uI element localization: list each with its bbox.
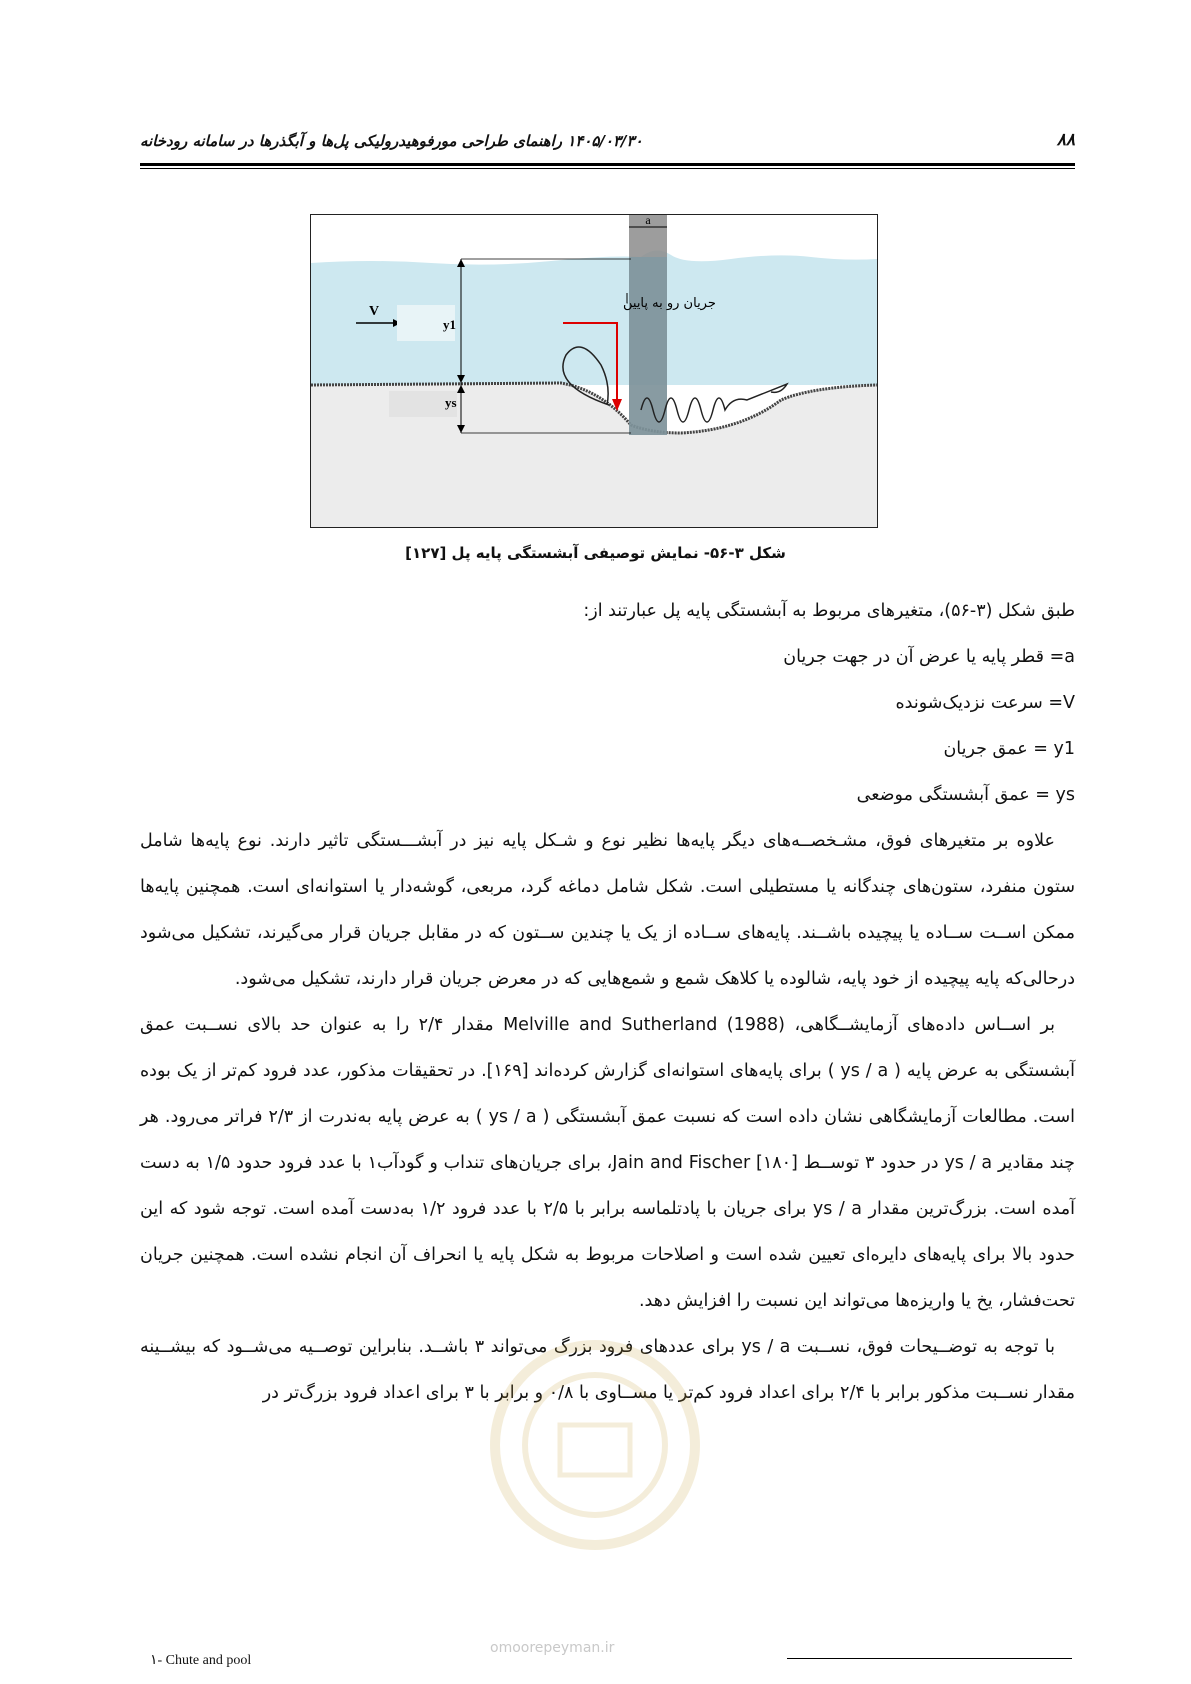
paragraph-experiments: بر اســاس داده‌های آزمایشــگاهی، Melville and Sutherland (1988) مقدار ۲/۴ را به عنوان حد بالای نســبت عمق آبشستگی به عرض پایه ( ys / a ) برای پایه‌های استوانه‌ای گزارش کرده‌اند [۱۶۹]. در تحقیقات مذکور، عدد فرود کم‌تر از یک بوده است. مطالعات آزمایشگاهی نشان داده است که نسبت عمق آبشستگی ( ys / a ) به عرض پایه به‌ندرت از ۲/۳ فراتر می‌رود. هر چند مقادیر ys / a در حدود ۳ توســط Jain and Fischer [۱۸۰]، برای جریان‌های تنداب و گودآب۱ با عدد فرود حدود ۱/۵ به دست آمده است. بزرگ‌ترین مقدار ys / a برای جریان با پادتلماسه برابر با ۲/۵ با عدد فرود ۱/۲ به‌دست آمده است. توجه شود که این حدود بالا برای پایه‌های دایره‌ای تعیین شده است و اصلاحات مربوط به شکل پایه یا انحراف آن انجام نشده است. همچنین جریان تحت‌فشار، یخ یا واریزه‌ها می‌تواند این نسبت را افزایش دهد.	[140, 1015, 1076, 1311]
variable-v: V= سرعت نزدیک‌شونده	[895, 693, 1075, 713]
header-rule-thin	[140, 168, 1075, 169]
body-text	[140, 588, 1075, 1416]
watermark-logo	[480, 1330, 710, 1560]
footnote: ۱- Chute and pool	[150, 1653, 252, 1668]
label-v: V	[369, 304, 380, 319]
pier-scour-figure	[310, 214, 878, 528]
label-a: a	[645, 215, 651, 227]
intro-paragraph: طبق شکل (۳-۵۶)، متغیرهای مربوط به آبشستگی پایه پل عبارتند از:	[583, 601, 1075, 621]
paragraph-recommendation: با توجه به توضــیحات فوق، نســبت ys / a برای عددهای فرود بزرگ می‌تواند ۳ باشــد. بنابراین توصــیه می‌شــود که بیشــینه مقدار نســبت مذکور برابر با ۲/۴ برای اعداد فرود کم‌تر یا مســاوی با ۰/۸ و برابر با ۳ برای اعداد فرود بزرگ‌تر در	[140, 1337, 1075, 1403]
header-rule	[140, 163, 1075, 166]
variable-a: a= قطر پایه یا عرض آن در جهت جریان	[783, 647, 1075, 667]
label-downflow: جریان رو به پایین	[623, 296, 716, 311]
watermark-site: omoorepeyman.ir	[490, 1640, 615, 1656]
variable-y1: y1 = عمق جریان	[943, 739, 1075, 759]
label-y1: y1	[443, 317, 456, 332]
variable-ys: ys = عمق آبشستگی موضعی	[856, 785, 1075, 805]
pier-scour-diagram	[311, 215, 877, 527]
figure-caption: شکل ۳-۵۶- نمایش توصیفی آبشستگی پایه پل [۱۲۷]	[405, 544, 786, 562]
paragraph-pier-types: علاوه بر متغیرهای فوق، مشـخصــه‌های دیگر پایه‌ها نظیر نوع و شـکل پایه نیز در آبشـــستگی تاثیر دارند. نوع پایه‌ها شامل ستون منفرد، ستون‌های چندگانه یا مستطیلی است. شکل شامل دماغه گرد، مربعی، گوشه‌دار یا استوانه‌ای است. همچنین پایه‌ها ممکن اســت ســاده یا پیچیده باشــند. پایه‌های ســاده از یک یا چندین ســتون که در مقابل جریان قرار می‌گیرند، تشکیل می‌شود درحالی‌که پایه پیچیده از خود پایه، شالوده یا کلاهک شمع و شمع‌هایی که در معرض جریان قرار دارند، تشکیل می‌شود.	[140, 831, 1075, 989]
page-number: ۸۸	[1056, 130, 1075, 150]
running-title: ۱۴۰۵/۰۳/۳۰ راهنمای طراحی مورفوهیدرولیکی پل‌ها و آبگذرها در سامانه رودخانه	[140, 132, 643, 150]
label-ys: ys	[445, 395, 457, 410]
footnote-rule	[787, 1658, 1072, 1659]
